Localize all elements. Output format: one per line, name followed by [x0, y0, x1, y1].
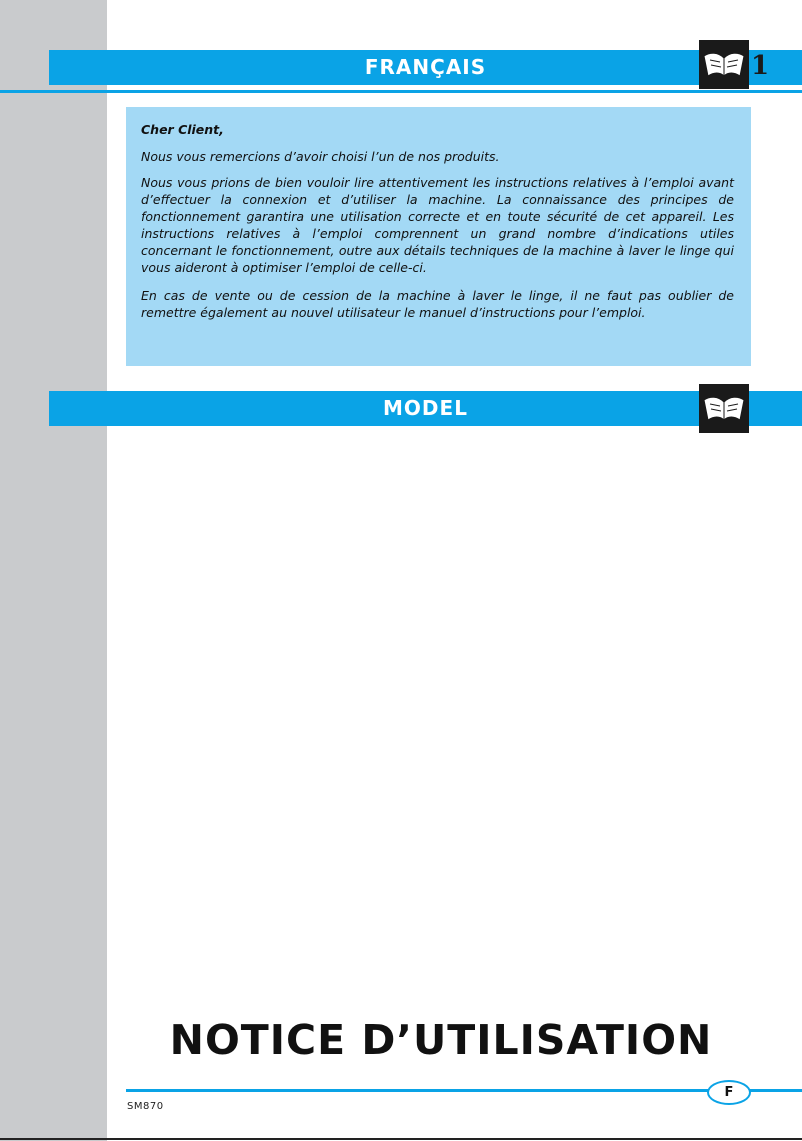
section-title: FRANÇAIS	[364, 55, 487, 79]
intro-box	[126, 107, 751, 366]
model-title: MODEL	[383, 396, 468, 420]
header-underline	[0, 90, 802, 93]
open-book-icon	[699, 40, 749, 89]
intro-paragraph: Nous vous prions de bien vouloir lire attentivement les instructions relatives à l’emploi avant d’effectuer la connexion et d’utiliser la machine. La connaissance des principes de fonctionnement garantira une utilisation correcte et en toute sécurité de cet appareil. Les instructions relatives à l’emploi comprennent un grand nombre d’indications utiles concernant le fonctionnement, outre aux détails techniques de la machine à laver le linge qui vous aideront à optimiser l’emploi de celle-ci.	[141, 175, 734, 275]
side-margin-strip	[0, 0, 107, 1141]
section-header-francais	[49, 50, 802, 85]
model-code: SM870	[127, 1101, 164, 1112]
intro-paragraph: Nous vous remercions d’avoir choisi l’un de nos produits.	[141, 149, 500, 164]
greeting: Cher Client,	[141, 122, 224, 137]
page-number: 1	[751, 51, 770, 81]
intro-paragraph: En cas de vente ou de cession de la machine à laver le linge, il ne faut pas oublier de remettre également au nouvel utilisateur le manuel d’instructions pour l’emploi.	[141, 288, 734, 320]
language-badge: F	[707, 1080, 751, 1105]
open-book-icon	[699, 384, 749, 433]
section-header-model	[49, 391, 802, 426]
document-title: NOTICE D’UTILISATION	[169, 1016, 713, 1064]
footer-rule	[126, 1089, 802, 1092]
bottom-border	[0, 1138, 802, 1140]
